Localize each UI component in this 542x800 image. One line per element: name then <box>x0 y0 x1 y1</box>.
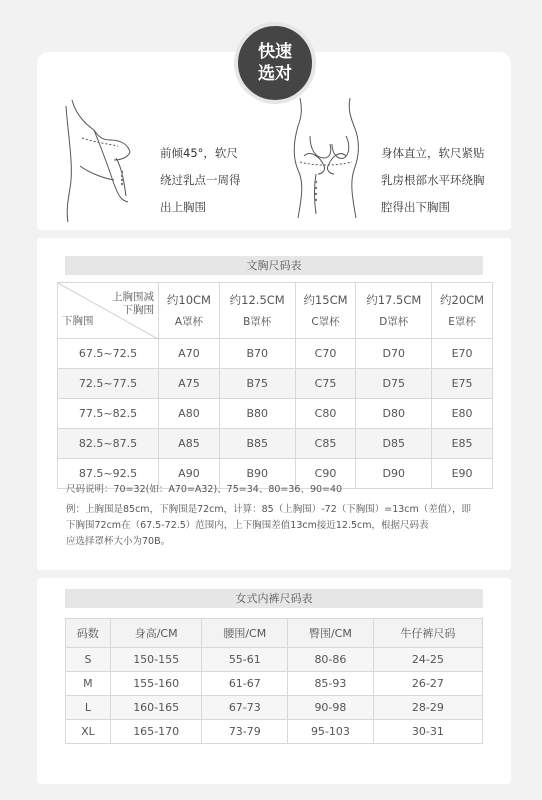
cup-difference: 约17.5CM <box>366 293 422 307</box>
size-cell: C75 <box>295 369 356 399</box>
pants-size-title: 女式内裤尺码表 <box>65 589 483 608</box>
column-header: 身高/CM <box>110 619 202 648</box>
column-header: 牛仔裤尺码 <box>373 619 482 648</box>
underbust-range: 77.5~82.5 <box>58 399 159 429</box>
table-cell: M <box>66 672 111 696</box>
badge-line-2: 选对 <box>258 64 292 84</box>
cup-difference: 约20CM <box>440 293 485 307</box>
figure-upper-bust-illustration <box>58 96 158 224</box>
size-cell: B90 <box>219 459 295 489</box>
size-cell: B70 <box>219 339 295 369</box>
table-cell: 150-155 <box>110 648 202 672</box>
size-cell: D70 <box>356 339 432 369</box>
size-cell: D90 <box>356 459 432 489</box>
table-cell: S <box>66 648 111 672</box>
table-corner-cell <box>58 283 159 339</box>
underbust-range: 72.5~77.5 <box>58 369 159 399</box>
size-cell: E90 <box>432 459 493 489</box>
cup-header-cell <box>295 283 356 339</box>
instruction-line: 绕过乳点一周得 <box>160 173 241 187</box>
size-note: 尺码说明：70=32(如：A70=A32)、75=34、80=36、90=40 <box>66 484 343 495</box>
cup-header-cell <box>219 283 295 339</box>
column-header: 码数 <box>66 619 111 648</box>
table-cell: 165-170 <box>110 720 202 744</box>
instruction-line: 前倾45°，软尺 <box>160 146 238 160</box>
table-cell: 30-31 <box>373 720 482 744</box>
cup-label: B罩杯 <box>243 316 272 328</box>
size-cell: E70 <box>432 339 493 369</box>
size-cell: C85 <box>295 429 356 459</box>
cup-header-cell <box>432 283 493 339</box>
example-line: 下胸围72cm在（67.5-72.5）范围内，上下胸围差值13cm接近12.5cm，根据尺码表 <box>66 520 429 531</box>
size-cell: C80 <box>295 399 356 429</box>
upper-bust-instructions <box>160 140 241 221</box>
cup-label: C罩杯 <box>311 316 340 328</box>
size-cell: E75 <box>432 369 493 399</box>
cup-label: A罩杯 <box>174 316 204 328</box>
pants-size-table <box>65 618 483 744</box>
corner-top-line: 上胸围减 <box>112 291 154 303</box>
bra-size-title: 文胸尺码表 <box>65 256 483 275</box>
cup-header-cell <box>159 283 220 339</box>
size-cell: D85 <box>356 429 432 459</box>
table-row <box>58 339 493 369</box>
table-cell: 160-165 <box>110 696 202 720</box>
size-cell: D75 <box>356 369 432 399</box>
table-cell: 55-61 <box>202 648 288 672</box>
size-cell: A75 <box>159 369 220 399</box>
table-header-row <box>58 283 493 339</box>
corner-bottom-label: 下胸围 <box>62 315 94 327</box>
cup-label: E罩杯 <box>448 316 476 328</box>
table-cell: 24-25 <box>373 648 482 672</box>
size-cell: A85 <box>159 429 220 459</box>
table-cell: L <box>66 696 111 720</box>
table-cell: 95-103 <box>288 720 374 744</box>
table-row <box>58 369 493 399</box>
instruction-line: 腔得出下胸围 <box>381 200 450 214</box>
cup-label: D罩杯 <box>379 316 409 328</box>
size-cell: B80 <box>219 399 295 429</box>
table-row <box>58 399 493 429</box>
table-cell: 61-67 <box>202 672 288 696</box>
table-cell: 90-98 <box>288 696 374 720</box>
cup-difference: 约10CM <box>166 293 211 307</box>
corner-top-line: 下胸围 <box>122 304 154 316</box>
table-row <box>66 696 483 720</box>
quick-select-badge <box>234 22 316 104</box>
instruction-line: 身体直立，软尺紧贴 <box>381 146 485 160</box>
cup-header-cell <box>356 283 432 339</box>
column-header: 臀围/CM <box>288 619 374 648</box>
underbust-range: 67.5~72.5 <box>58 339 159 369</box>
size-cell: E80 <box>432 399 493 429</box>
size-cell: C90 <box>295 459 356 489</box>
instruction-line: 出上胸围 <box>160 200 206 214</box>
figure-under-bust-illustration <box>280 96 370 220</box>
table-cell: XL <box>66 720 111 744</box>
size-cell: A80 <box>159 399 220 429</box>
example-note <box>66 502 471 550</box>
underbust-range: 82.5~87.5 <box>58 429 159 459</box>
size-cell: B75 <box>219 369 295 399</box>
example-line: 应选择罩杯大小为70B。 <box>66 536 171 547</box>
table-row <box>66 720 483 744</box>
table-cell: 73-79 <box>202 720 288 744</box>
table-cell: 67-73 <box>202 696 288 720</box>
under-bust-instructions <box>381 140 485 221</box>
table-cell: 155-160 <box>110 672 202 696</box>
size-cell: A90 <box>159 459 220 489</box>
badge-line-1: 快速 <box>258 42 292 62</box>
instruction-line: 乳房根部水平环绕胸 <box>381 173 485 187</box>
cup-difference: 约15CM <box>303 293 348 307</box>
table-cell: 28-29 <box>373 696 482 720</box>
size-cell: B85 <box>219 429 295 459</box>
bra-size-table <box>57 282 493 489</box>
size-cell: E85 <box>432 429 493 459</box>
size-cell: D80 <box>356 399 432 429</box>
corner-top-label <box>112 291 154 317</box>
table-cell: 80-86 <box>288 648 374 672</box>
example-line: 例：上胸围是85cm，下胸围是72cm，计算：85（上胸围）-72（下胸围）=13cm（差值），即 <box>66 504 472 515</box>
table-row <box>58 429 493 459</box>
underbust-range: 87.5~92.5 <box>58 459 159 489</box>
table-cell: 26-27 <box>373 672 482 696</box>
table-row <box>66 648 483 672</box>
table-header-row <box>66 619 483 648</box>
size-cell: C70 <box>295 339 356 369</box>
size-cell: A70 <box>159 339 220 369</box>
table-row <box>66 672 483 696</box>
table-cell: 85-93 <box>288 672 374 696</box>
cup-difference: 约12.5CM <box>229 293 285 307</box>
column-header: 腰围/CM <box>202 619 288 648</box>
